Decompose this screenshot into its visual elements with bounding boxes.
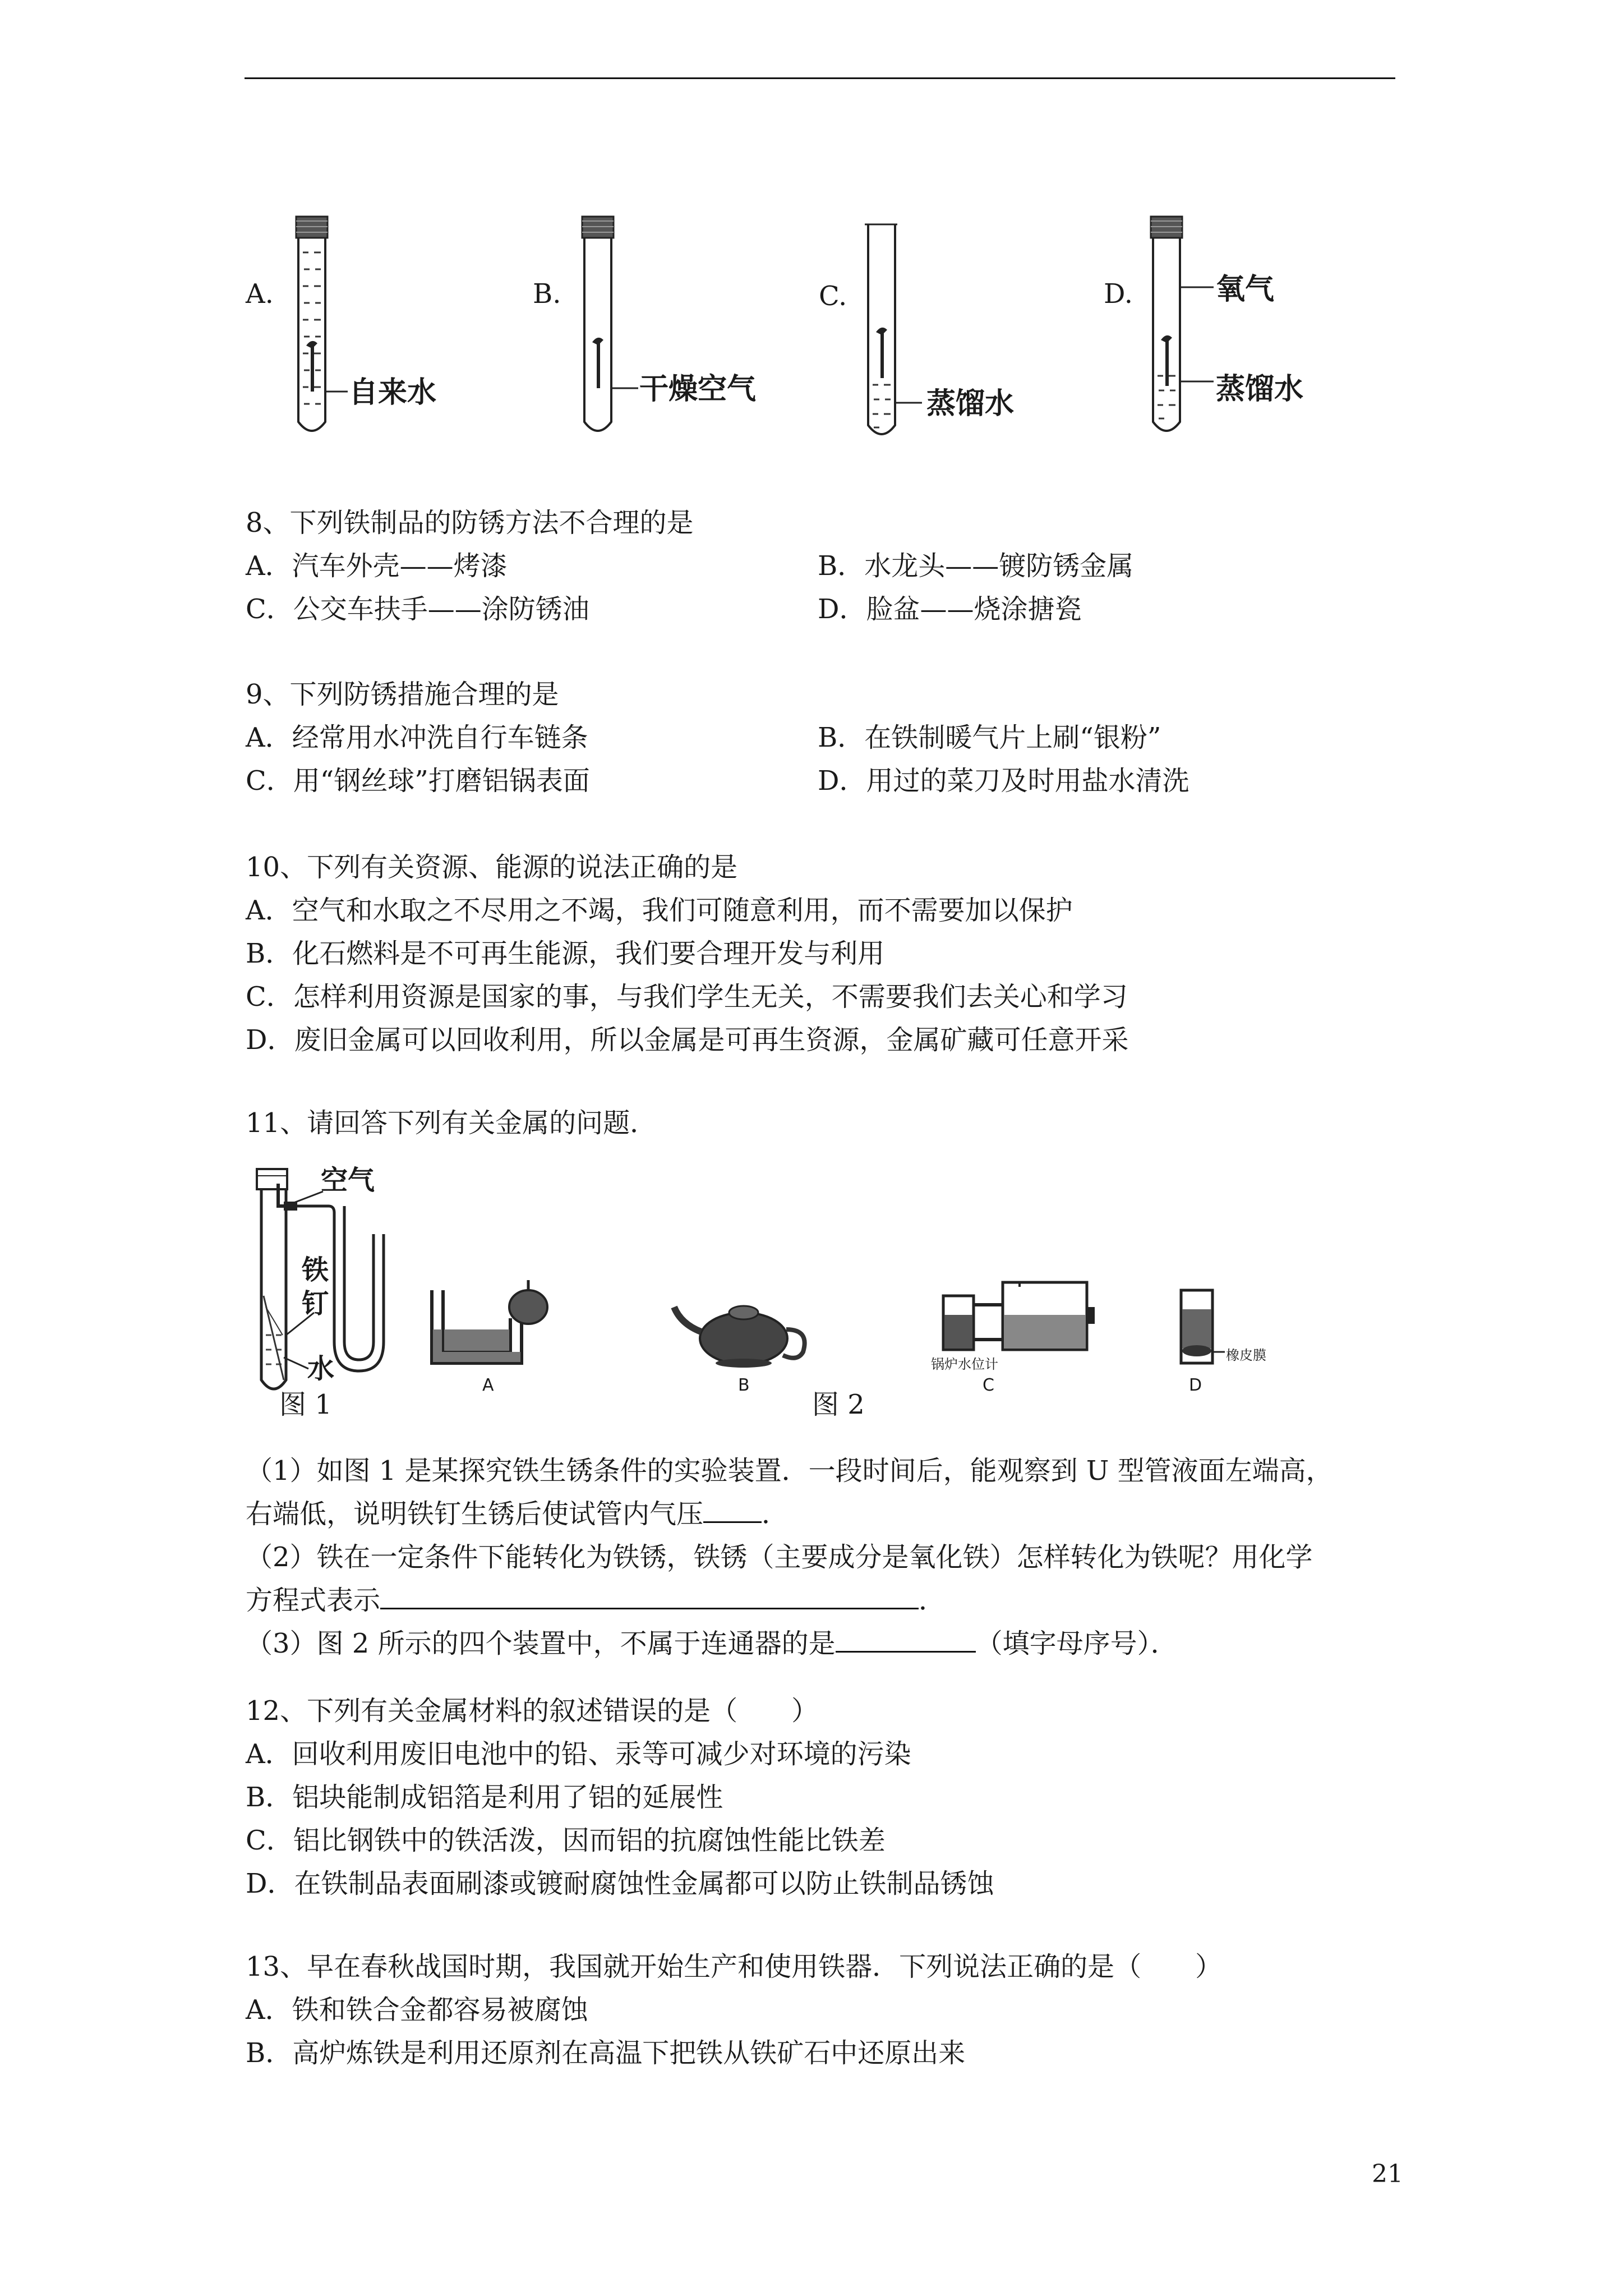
question-11-part-1-line-2 bbox=[246, 1493, 1333, 1536]
header-rule bbox=[245, 77, 1395, 79]
answer-blank-3[interactable] bbox=[836, 1628, 976, 1653]
question-8-stem: 8、下列铁制品的防锈方法不合理的是 bbox=[246, 507, 694, 539]
question-11-part-2-end: ． bbox=[919, 1585, 946, 1616]
question-11-part-1-line-1: （1）如图 1 是某探究铁生锈条件的实验装置．一段时间后，能观察到 U 型管液面左端高， bbox=[246, 1455, 1333, 1487]
question-13-option-b: B．高炉炼铁是利用还原剂在高温下把铁从铁矿石中还原出来 bbox=[246, 2037, 966, 2069]
question-10-option-b: B．化石燃料是不可再生能源，我们要合理开发与利用 bbox=[246, 938, 885, 969]
figure-1-diagram bbox=[247, 1167, 432, 1419]
figure-2-caption: 图 2 bbox=[812, 1389, 865, 1420]
question-9-option-a: A．经常用水冲洗自行车链条 bbox=[246, 722, 588, 753]
tube-a-label: 自来水 bbox=[349, 376, 437, 409]
figure-2-membrane-label: 橡皮膜 bbox=[1226, 1347, 1266, 1363]
question-12-stem: 12、下列有关金属材料的叙述错误的是（ ） bbox=[246, 1695, 819, 1727]
question-11-part-3 bbox=[246, 1622, 1333, 1665]
question-11-part-1-text: 右端低，说明铁钉生锈后使试管内气压 bbox=[246, 1498, 704, 1530]
question-11-part-2-text: 方程式表示 bbox=[246, 1585, 381, 1616]
question-12-option-a: A．回收利用废旧电池中的铅、汞等可减少对环境的污染 bbox=[246, 1738, 911, 1770]
figure-2-b-letter: B bbox=[738, 1375, 750, 1395]
tube-d-label-top: 氧气 bbox=[1216, 273, 1275, 306]
question-8-option-b: B．水龙头——镀防锈金属 bbox=[818, 550, 1134, 582]
tube-option-b-letter: B. bbox=[533, 278, 561, 310]
question-8-option-d: D．脸盆——烧涂搪瓷 bbox=[818, 593, 1082, 625]
tube-c-label: 蒸馏水 bbox=[926, 387, 1015, 421]
tube-option-d-letter: D. bbox=[1104, 278, 1133, 310]
tube-option-a-letter: A. bbox=[246, 278, 274, 310]
question-12-option-d: D．在铁制品表面刷漆或镀耐腐蚀性金属都可以防止铁制品锈蚀 bbox=[246, 1868, 994, 1899]
question-13 bbox=[246, 1945, 1222, 2075]
question-8-option-a: A．汽车外壳——烤漆 bbox=[246, 550, 508, 582]
figure-2-c-letter: C bbox=[983, 1375, 994, 1395]
tube-option-c-letter: C. bbox=[819, 280, 847, 312]
figure-1-nail-label-2: 钉 bbox=[302, 1288, 329, 1319]
figure-2-d-letter: D bbox=[1189, 1375, 1202, 1395]
question-9-option-b: B．在铁制暖气片上刷“银粉” bbox=[818, 722, 1161, 753]
figure-1-caption: 图 1 bbox=[279, 1389, 332, 1420]
question-10-option-a: A．空气和水取之不尽用之不竭，我们可随意利用，而不需要加以保护 bbox=[246, 895, 1073, 926]
question-11-stem: 11、请回答下列有关金属的问题． bbox=[246, 1107, 657, 1139]
figure-1-nail-label-1: 铁 bbox=[302, 1254, 329, 1286]
question-10-stem: 10、下列有关资源、能源的说法正确的是 bbox=[246, 852, 738, 883]
question-9-row-1 bbox=[246, 716, 1189, 760]
question-13-option-a: A．铁和铁合金都容易被腐蚀 bbox=[246, 1994, 588, 2026]
figure-1-water-label: 水 bbox=[307, 1353, 335, 1384]
question-12-option-c: C．铝比钢铁中的铁活泼，因而铝的抗腐蚀性能比铁差 bbox=[246, 1825, 886, 1856]
question-11-part-3-end: （填字母序号）． bbox=[975, 1628, 1178, 1659]
figure-2a-diagram bbox=[426, 1273, 561, 1374]
figure-2b-diagram bbox=[671, 1290, 817, 1374]
question-8 bbox=[246, 501, 1133, 631]
question-11-parts bbox=[246, 1450, 1333, 1665]
answer-blank-2[interactable] bbox=[380, 1585, 919, 1609]
question-13-stem: 13、早在春秋战国时期，我国就开始生产和使用铁器．下列说法正确的是（ ） bbox=[246, 1951, 1223, 1982]
question-11-part-1-end: ． bbox=[762, 1498, 789, 1530]
tube-d-label-bottom: 蒸馏水 bbox=[1216, 372, 1304, 406]
question-8-option-c: C．公交车扶手——涂防锈油 bbox=[246, 593, 589, 625]
question-9-row-2 bbox=[246, 760, 1189, 803]
question-11-part-2-line-1: （2）铁在一定条件下能转化为铁锈，铁锈（主要成分是氧化铁）怎样转化为铁呢？用化学 bbox=[246, 1542, 1313, 1573]
question-12 bbox=[246, 1690, 994, 1906]
tube-b-label: 干燥空气 bbox=[639, 372, 757, 406]
question-10-option-d: D．废旧金属可以回收利用，所以金属是可再生资源，金属矿藏可任意开采 bbox=[246, 1024, 1129, 1056]
question-10 bbox=[246, 846, 1129, 1062]
figure-1-air-label: 空气 bbox=[321, 1165, 375, 1196]
question-9 bbox=[246, 673, 1189, 803]
page-number: 21 bbox=[1372, 2160, 1403, 2188]
question-8-row-1 bbox=[246, 545, 1133, 588]
question-9-option-c: C．用“钢丝球”打磨铝锅表面 bbox=[246, 765, 590, 797]
question-11-part-3-text: （3）图 2 所示的四个装置中，不属于连通器的是 bbox=[246, 1628, 836, 1659]
question-9-option-d: D．用过的菜刀及时用盐水清洗 bbox=[818, 765, 1189, 797]
answer-blank-1[interactable] bbox=[703, 1499, 762, 1523]
figure-2-a-letter: A bbox=[482, 1375, 494, 1395]
question-11-part-2-line-2 bbox=[246, 1579, 1333, 1622]
question-12-option-b: B．铝块能制成铝箔是利用了铝的延展性 bbox=[246, 1782, 723, 1813]
figure-2-boiler-label: 锅炉水位计 bbox=[931, 1356, 998, 1372]
question-8-row-2 bbox=[246, 588, 1133, 631]
question-9-stem: 9、下列防锈措施合理的是 bbox=[246, 679, 559, 710]
question-10-option-c: C．怎样利用资源是国家的事，与我们学生无关，不需要我们去关心和学习 bbox=[246, 981, 1128, 1013]
question-11-stem-wrap bbox=[246, 1102, 657, 1145]
